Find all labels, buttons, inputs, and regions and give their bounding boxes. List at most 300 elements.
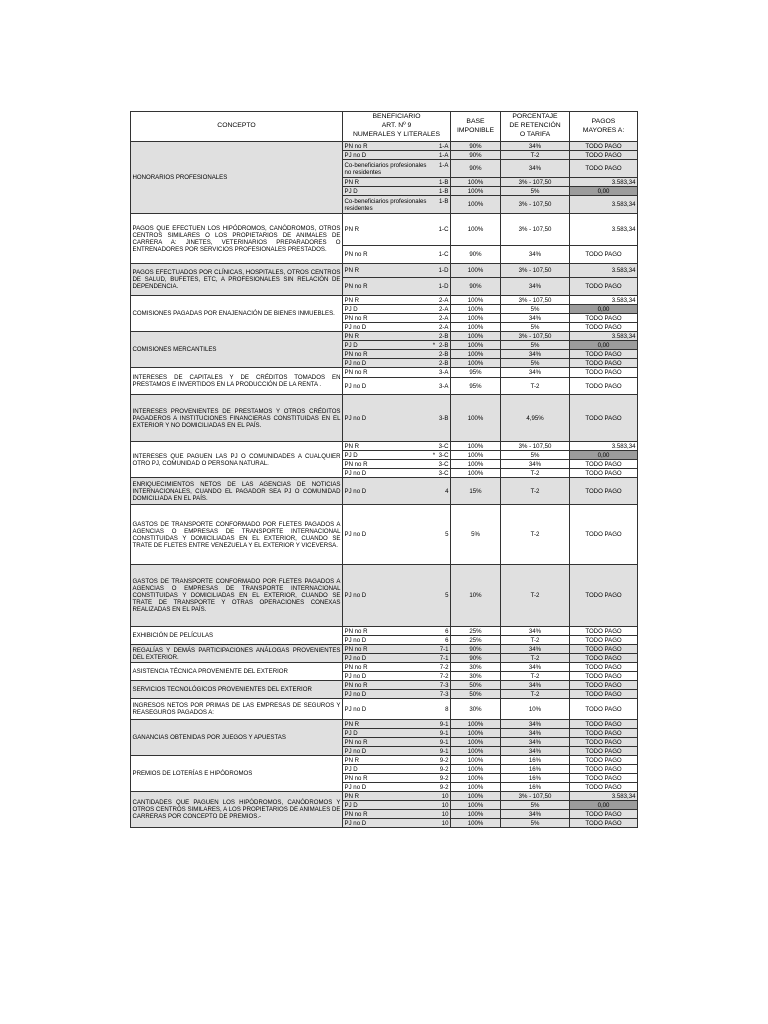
beneficiario-label: PJ no D: [344, 382, 367, 390]
beneficiario-cell: [343, 747, 451, 756]
beneficiario-cell: [343, 323, 451, 332]
concepto-cell: GASTOS DE TRANSPORTE CONFORMADO POR FLETES PAGADOS A AGENCIAS O EMPRESAS DE TRANSPORTE INTERNACIONAL CONSTITUIDAS Y DOMICILIADAS EN EL EXTERIOR, CUANDO SE TRATE DE TRANSPORTE Y OTRAS OPERACIONES CONEXAS REALIZADAS EN EL PAÍS.: [131, 565, 343, 627]
beneficiario-label: PJ no D: [344, 359, 367, 367]
porcentaje-cell: 5%: [501, 359, 570, 368]
beneficiario-label: PN R: [344, 267, 360, 274]
header-line: PORCENTAJE: [512, 113, 558, 121]
beneficiario-cell: [343, 196, 451, 214]
table-row: [131, 368, 638, 378]
beneficiario-cell: [343, 278, 451, 296]
porcentaje-cell: 34%: [501, 460, 570, 469]
beneficiario-label: PJ no D: [344, 819, 367, 827]
pagos-mayores-cell: TODO PAGO: [570, 672, 638, 681]
beneficiario-cell: [343, 469, 451, 478]
numeral-label: 7-3: [439, 690, 449, 698]
numeral-label: 9-1: [439, 738, 449, 746]
numeral-label: 6: [445, 636, 449, 644]
pagos-mayores-cell: TODO PAGO: [570, 738, 638, 747]
beneficiario-label: PJ no D: [344, 672, 367, 680]
base-imponible-cell: 95%: [451, 378, 501, 395]
base-imponible-cell: 100%: [451, 792, 501, 801]
table-row: [131, 681, 638, 690]
beneficiario-cell: [343, 451, 451, 460]
beneficiario-label: PJ no D: [344, 469, 367, 477]
pagos-mayores-cell: TODO PAGO: [570, 765, 638, 774]
asterisk-mark: *: [432, 341, 436, 349]
table-row: [131, 442, 638, 451]
header-line: BENEFICIARIO: [372, 113, 421, 121]
base-imponible-cell: 90%: [451, 246, 501, 264]
header-line: MAYORES A:: [582, 126, 625, 134]
base-imponible-cell: 30%: [451, 663, 501, 672]
base-imponible-cell: 100%: [451, 350, 501, 359]
beneficiario-label: PN no R: [344, 663, 368, 671]
beneficiario-cell: [343, 783, 451, 792]
pagos-mayores-cell: TODO PAGO: [570, 151, 638, 160]
retention-table: [130, 111, 638, 828]
porcentaje-cell: 34%: [501, 350, 570, 359]
numeral-label: 9-1: [439, 729, 449, 737]
beneficiario-cell: [343, 246, 451, 264]
pagos-mayores-cell: TODO PAGO: [570, 278, 638, 296]
pagos-mayores-cell: TODO PAGO: [570, 395, 638, 442]
beneficiario-cell: [343, 690, 451, 699]
numeral-label: 10: [441, 810, 449, 818]
beneficiario-cell: [343, 214, 451, 246]
beneficiario-label: PJ no D: [344, 414, 367, 422]
beneficiario-cell: [343, 765, 451, 774]
numeral-label: 2-A: [439, 323, 449, 331]
beneficiario-label: Co-beneficiarios profesionales: [344, 197, 427, 205]
pagos-mayores-cell: 0,00: [570, 187, 638, 196]
numeral-label: 1-B: [439, 187, 449, 195]
base-imponible-cell: 90%: [451, 645, 501, 654]
base-imponible-cell: 100%: [451, 738, 501, 747]
concepto-cell: PAGOS QUE EFECTUEN LOS HIPÓDROMOS, CANÓDROMOS, OTROS CENTROS SIMILARES O LOS PROPIETARIOS DE ANIMALES DE CARRERA A: JINETES, VETERINARIOS PREPARADORES O ENTRENADORES POR SERVICIOS PROFESIONALES PRESTADOS.: [131, 214, 343, 264]
numeral-label: 7-1: [439, 654, 449, 662]
base-imponible-cell: 90%: [451, 160, 501, 178]
porcentaje-cell: 10%: [501, 699, 570, 720]
base-imponible-cell: 15%: [451, 478, 501, 505]
concepto-cell: PREMIOS DE LOTERÍAS E HIPÓDROMOS: [131, 756, 343, 792]
table-row: [131, 756, 638, 765]
base-imponible-cell: 5%: [451, 505, 501, 565]
beneficiario-cell: [343, 442, 451, 451]
numeral-label: 1-D: [438, 267, 449, 274]
beneficiario-cell: [343, 296, 451, 305]
porcentaje-cell: 5%: [501, 305, 570, 314]
pagos-mayores-cell: TODO PAGO: [570, 729, 638, 738]
pagos-mayores-cell: TODO PAGO: [570, 350, 638, 359]
header-base: [451, 112, 501, 142]
table-row: [131, 332, 638, 341]
beneficiario-label: PJ no D: [344, 636, 367, 644]
base-imponible-cell: 100%: [451, 214, 501, 246]
pagos-mayores-cell: TODO PAGO: [570, 627, 638, 636]
table-row: [131, 505, 638, 565]
pagos-mayores-cell: 3.583,34: [570, 264, 638, 278]
base-imponible-cell: 10%: [451, 565, 501, 627]
beneficiario-cell: [343, 478, 451, 505]
pagos-mayores-cell: TODO PAGO: [570, 690, 638, 699]
pagos-mayores-cell: TODO PAGO: [570, 142, 638, 151]
porcentaje-cell: 34%: [501, 142, 570, 151]
base-imponible-cell: 100%: [451, 774, 501, 783]
beneficiario-label: PJ no D: [344, 705, 367, 713]
porcentaje-cell: 34%: [501, 720, 570, 729]
base-imponible-cell: 100%: [451, 323, 501, 332]
base-imponible-cell: 100%: [451, 460, 501, 469]
header-line: ART. Nº 9: [381, 122, 412, 130]
base-imponible-cell: 100%: [451, 469, 501, 478]
porcentaje-cell: T-2: [501, 469, 570, 478]
pagos-mayores-cell: TODO PAGO: [570, 636, 638, 645]
base-imponible-cell: 25%: [451, 627, 501, 636]
porcentaje-cell: T-2: [501, 505, 570, 565]
pagos-mayores-cell: 3.583,34: [570, 196, 638, 214]
porcentaje-cell: 5%: [501, 187, 570, 196]
pagos-mayores-cell: TODO PAGO: [570, 160, 638, 178]
beneficiario-label: PN no R: [344, 645, 368, 653]
porcentaje-cell: 16%: [501, 783, 570, 792]
numeral-label: 2-B: [439, 341, 449, 349]
numeral-label: 7-3: [439, 681, 449, 689]
beneficiario-label: PN no R: [344, 738, 368, 746]
pagos-mayores-cell: 3.583,34: [570, 442, 638, 451]
numeral-label: 10: [441, 792, 449, 800]
porcentaje-cell: 5%: [501, 323, 570, 332]
numeral-label: 3-B: [439, 414, 449, 422]
beneficiario-label: PJ no D: [344, 690, 367, 698]
base-imponible-cell: 100%: [451, 451, 501, 460]
base-imponible-cell: 25%: [451, 636, 501, 645]
table-row: [131, 792, 638, 801]
beneficiario-cell: [343, 729, 451, 738]
beneficiario-cell: [343, 819, 451, 828]
numeral-label: 9-1: [439, 747, 449, 755]
porcentaje-cell: 3% - 107,50: [501, 296, 570, 305]
beneficiario-cell: [343, 774, 451, 783]
base-imponible-cell: 30%: [451, 672, 501, 681]
pagos-mayores-cell: TODO PAGO: [570, 478, 638, 505]
base-imponible-cell: 100%: [451, 305, 501, 314]
numeral-label: 1-A: [439, 142, 449, 150]
numeral-label: 9-2: [439, 774, 449, 782]
porcentaje-cell: T-2: [501, 654, 570, 663]
pagos-mayores-cell: TODO PAGO: [570, 774, 638, 783]
beneficiario-label: PJ D: [344, 305, 358, 313]
numeral-label: 1-B: [439, 178, 449, 186]
pagos-mayores-cell: TODO PAGO: [570, 460, 638, 469]
numeral-label: 2-A: [439, 296, 449, 304]
pagos-mayores-cell: 3.583,34: [570, 332, 638, 341]
beneficiario-cell: [343, 663, 451, 672]
pagos-mayores-cell: TODO PAGO: [570, 747, 638, 756]
pagos-mayores-cell: 0,00: [570, 801, 638, 810]
beneficiario-label: PN no R: [344, 251, 368, 258]
beneficiario-label: PN no R: [344, 460, 368, 468]
table-row: [131, 214, 638, 246]
table-row: [131, 663, 638, 672]
concepto-cell: CANTIDADES QUE PAGUEN LOS HIPÓDROMOS, CANÓDROMOS Y OTROS CENTROS SIMILARES, A LOS PROPIETARIOS DE ANIMALES DE CARRERAS POR CONCEPTO DE PREMIOS.-: [131, 792, 343, 828]
beneficiario-label: PJ D: [344, 341, 358, 349]
pagos-mayores-cell: TODO PAGO: [570, 359, 638, 368]
base-imponible-cell: 100%: [451, 756, 501, 765]
pagos-mayores-cell: TODO PAGO: [570, 314, 638, 323]
beneficiario-cell: [343, 350, 451, 359]
pagos-mayores-cell: 3.583,34: [570, 178, 638, 187]
pagos-mayores-cell: TODO PAGO: [570, 565, 638, 627]
beneficiario-label-line2: no residentes: [344, 168, 382, 176]
base-imponible-cell: 100%: [451, 765, 501, 774]
pagos-mayores-cell: TODO PAGO: [570, 323, 638, 332]
pagos-mayores-cell: 0,00: [570, 341, 638, 350]
beneficiario-cell: [343, 305, 451, 314]
base-imponible-cell: 100%: [451, 178, 501, 187]
beneficiario-cell: [343, 264, 451, 278]
beneficiario-label: PN no R: [344, 369, 368, 376]
porcentaje-cell: T-2: [501, 690, 570, 699]
beneficiario-cell: [343, 672, 451, 681]
base-imponible-cell: 95%: [451, 368, 501, 378]
numeral-label: 7-1: [439, 645, 449, 653]
table-row: [131, 478, 638, 505]
pagos-mayores-cell: TODO PAGO: [570, 378, 638, 395]
concepto-cell: PAGOS EFECTUADOS POR CLÍNICAS, HOSPITALES, OTROS CENTROS DE SALUD, BUFETES, ETC, A PROFESIONALES SIN RELACIÓN DE DEPENDENCIA.: [131, 264, 343, 296]
table-row: [131, 264, 638, 278]
header-line: IMPONIBLE: [456, 126, 494, 134]
porcentaje-cell: 3% - 107,50: [501, 442, 570, 451]
base-imponible-cell: 90%: [451, 654, 501, 663]
beneficiario-label: PJ D: [344, 187, 358, 195]
porcentaje-cell: 16%: [501, 765, 570, 774]
base-imponible-cell: 100%: [451, 747, 501, 756]
porcentaje-cell: 5%: [501, 819, 570, 828]
porcentaje-cell: 16%: [501, 756, 570, 765]
base-imponible-cell: 50%: [451, 690, 501, 699]
beneficiario-label: PJ D: [344, 801, 358, 809]
beneficiario-label: PJ no D: [344, 531, 367, 538]
porcentaje-cell: 16%: [501, 774, 570, 783]
header-line: O TARIFA: [519, 130, 551, 138]
pagos-mayores-cell: TODO PAGO: [570, 783, 638, 792]
beneficiario-label: PJ D: [344, 451, 358, 459]
beneficiario-cell: [343, 565, 451, 627]
concepto-cell: INTERESES PROVENIENTES DE PRESTAMOS Y OTROS CRÉDITOS PAGADEROS A INSTITUCIONES FINANCIERAS CONSTITUIDAS EN EL EXTERIOR Y NO DOMICILIADAS EN EL PAÍS.: [131, 395, 343, 442]
porcentaje-cell: 34%: [501, 747, 570, 756]
base-imponible-cell: 100%: [451, 720, 501, 729]
header-porcentaje: [501, 112, 570, 142]
numeral-label: 2-A: [439, 314, 449, 322]
numeral-label: 8: [445, 705, 449, 713]
beneficiario-label: Co-beneficiarios profesionales: [344, 161, 427, 169]
pagos-mayores-cell: 0,00: [570, 305, 638, 314]
beneficiario-label: PN no R: [344, 142, 368, 150]
porcentaje-cell: 34%: [501, 314, 570, 323]
asterisk-mark: *: [432, 451, 436, 459]
numeral-label: 10: [441, 819, 449, 827]
concepto-cell: INTERESES QUE PAGUEN LAS PJ O COMUNIDADES A CUALQUIER OTRO PJ, COMUNIDAD O PERSONA NATURAL.: [131, 442, 343, 478]
numeral-label: 2-B: [439, 350, 449, 358]
concepto-cell: ASISTENCIA TÉCNICA PROVENIENTE DEL EXTERIOR: [131, 663, 343, 681]
beneficiario-label: PJ no D: [344, 654, 367, 662]
concepto-cell: REGALÍAS Y DEMÁS PARTICIPACIONES ANÁLOGAS PROVENIENTES DEL EXTERIOR.: [132, 646, 341, 661]
beneficiario-label: PN R: [344, 442, 360, 450]
table-row: [131, 645, 638, 654]
table-row: [131, 395, 638, 442]
pagos-mayores-cell: 3.583,34: [570, 792, 638, 801]
base-imponible-cell: 90%: [451, 142, 501, 151]
pagos-mayores-cell: TODO PAGO: [570, 756, 638, 765]
base-imponible-cell: 100%: [451, 296, 501, 305]
numeral-label: 7-2: [439, 672, 449, 680]
numeral-label: 1-A: [439, 161, 449, 169]
beneficiario-label: PN R: [344, 178, 360, 186]
porcentaje-cell: 34%: [501, 160, 570, 178]
beneficiario-label: PN R: [344, 332, 360, 340]
header-concepto: CONCEPTO: [131, 112, 343, 142]
base-imponible-cell: 100%: [451, 810, 501, 819]
porcentaje-cell: 34%: [501, 738, 570, 747]
table-row: [131, 699, 638, 720]
beneficiario-cell: [343, 792, 451, 801]
beneficiario-cell: [343, 505, 451, 565]
base-imponible-cell: 90%: [451, 151, 501, 160]
base-imponible-cell: 90%: [451, 278, 501, 296]
beneficiario-cell: [343, 738, 451, 747]
header-line: BASE: [466, 117, 485, 125]
numeral-label: 7-2: [439, 663, 449, 671]
numeral-label: 3-A: [439, 382, 449, 390]
base-imponible-cell: 100%: [451, 395, 501, 442]
base-imponible-cell: 100%: [451, 314, 501, 323]
pagos-mayores-cell: TODO PAGO: [570, 469, 638, 478]
pagos-mayores-cell: TODO PAGO: [570, 720, 638, 729]
table-row: [131, 627, 638, 636]
pagos-mayores-cell: TODO PAGO: [570, 368, 638, 378]
pagos-mayores-cell: 3.583,34: [570, 296, 638, 305]
base-imponible-cell: 100%: [451, 359, 501, 368]
numeral-label: 6: [445, 627, 449, 635]
pagos-mayores-cell: TODO PAGO: [570, 819, 638, 828]
beneficiario-cell: [343, 810, 451, 819]
numeral-label: 3-C: [438, 469, 449, 477]
numeral-label: 3-C: [438, 442, 449, 450]
beneficiario-cell: [343, 151, 451, 160]
header-line: NUMERALES Y LITERALES: [352, 130, 440, 138]
numeral-label: 3-C: [438, 460, 449, 468]
base-imponible-cell: 100%: [451, 783, 501, 792]
beneficiario-cell: [343, 378, 451, 395]
pagos-mayores-cell: TODO PAGO: [570, 699, 638, 720]
beneficiario-cell: [343, 756, 451, 765]
beneficiario-cell: [343, 699, 451, 720]
beneficiario-cell: [343, 636, 451, 645]
beneficiario-cell: [343, 395, 451, 442]
porcentaje-cell: 34%: [501, 627, 570, 636]
porcentaje-cell: 34%: [501, 645, 570, 654]
base-imponible-cell: 30%: [451, 699, 501, 720]
beneficiario-cell: [343, 627, 451, 636]
beneficiario-cell: [343, 460, 451, 469]
base-imponible-cell: 100%: [451, 442, 501, 451]
beneficiario-cell: [343, 801, 451, 810]
pagos-mayores-cell: TODO PAGO: [570, 654, 638, 663]
beneficiario-cell: [343, 654, 451, 663]
numeral-label: 1-A: [439, 151, 449, 159]
porcentaje-cell: 3% - 107,50: [501, 196, 570, 214]
numeral-label: 4: [445, 487, 449, 495]
header-line: PAGOS: [591, 117, 616, 125]
pagos-mayores-cell: 0,00: [570, 451, 638, 460]
table-row: [131, 296, 638, 305]
numeral-label: 1-B: [439, 197, 449, 205]
beneficiario-cell: [343, 681, 451, 690]
porcentaje-cell: 34%: [501, 246, 570, 264]
base-imponible-cell: 100%: [451, 196, 501, 214]
beneficiario-label: PN R: [344, 296, 360, 304]
beneficiario-cell: [343, 332, 451, 341]
numeral-label: 9-2: [439, 783, 449, 791]
porcentaje-cell: 34%: [501, 368, 570, 378]
porcentaje-cell: T-2: [501, 478, 570, 505]
porcentaje-cell: T-2: [501, 151, 570, 160]
beneficiario-label: PJ no D: [344, 783, 367, 791]
pagos-mayores-cell: TODO PAGO: [570, 246, 638, 264]
beneficiario-cell: [343, 368, 451, 378]
beneficiario-label: PN no R: [344, 283, 368, 290]
base-imponible-cell: 100%: [451, 187, 501, 196]
header-row: [131, 112, 638, 142]
beneficiario-label: PJ no D: [344, 747, 367, 755]
porcentaje-cell: 34%: [501, 729, 570, 738]
pagos-mayores-cell: TODO PAGO: [570, 810, 638, 819]
porcentaje-cell: 5%: [501, 801, 570, 810]
beneficiario-label: PN R: [344, 792, 360, 800]
porcentaje-cell: 3% - 107,50: [501, 214, 570, 246]
porcentaje-cell: 4,95%: [501, 395, 570, 442]
porcentaje-cell: T-2: [501, 378, 570, 395]
concepto-cell: COMISIONES MERCANTILES: [131, 332, 343, 368]
beneficiario-cell: [343, 142, 451, 151]
beneficiario-label: PN no R: [344, 627, 368, 635]
beneficiario-label: PN R: [344, 720, 360, 728]
beneficiario-label: PJ no D: [344, 151, 367, 159]
numeral-label: 1-C: [438, 251, 449, 258]
concepto-cell: SERVICIOS TECNOLÓGICOS PROVENIENTES DEL EXTERIOR: [131, 681, 343, 699]
numeral-label: 2-B: [439, 332, 449, 340]
porcentaje-cell: 34%: [501, 278, 570, 296]
concepto-cell: INTERESES DE CAPITALES Y DE CRÉDITOS TOMADOS EN PRESTAMOS E INVERTIDOS EN LA PRODUCCIÓN DE LA RENTA .: [131, 368, 343, 395]
header-beneficiario: [343, 112, 451, 142]
porcentaje-cell: T-2: [501, 636, 570, 645]
base-imponible-cell: 100%: [451, 729, 501, 738]
porcentaje-cell: T-2: [501, 672, 570, 681]
concepto-cell: HONORARIOS PROFESIONALES: [131, 142, 343, 214]
beneficiario-label: PN no R: [344, 774, 368, 782]
table-row: [131, 720, 638, 729]
beneficiario-label: PJ no D: [344, 487, 367, 495]
porcentaje-cell: 5%: [501, 451, 570, 460]
porcentaje-cell: 34%: [501, 663, 570, 672]
beneficiario-cell: [343, 314, 451, 323]
beneficiario-cell: [343, 187, 451, 196]
beneficiario-cell: [343, 178, 451, 187]
concepto-cell: COMISIONES PAGADAS POR ENAJENACIÓN DE BIENES INMUEBLES.: [131, 296, 343, 332]
porcentaje-cell: 5%: [501, 341, 570, 350]
numeral-label: 9-1: [439, 720, 449, 728]
numeral-label: 9-2: [439, 756, 449, 764]
